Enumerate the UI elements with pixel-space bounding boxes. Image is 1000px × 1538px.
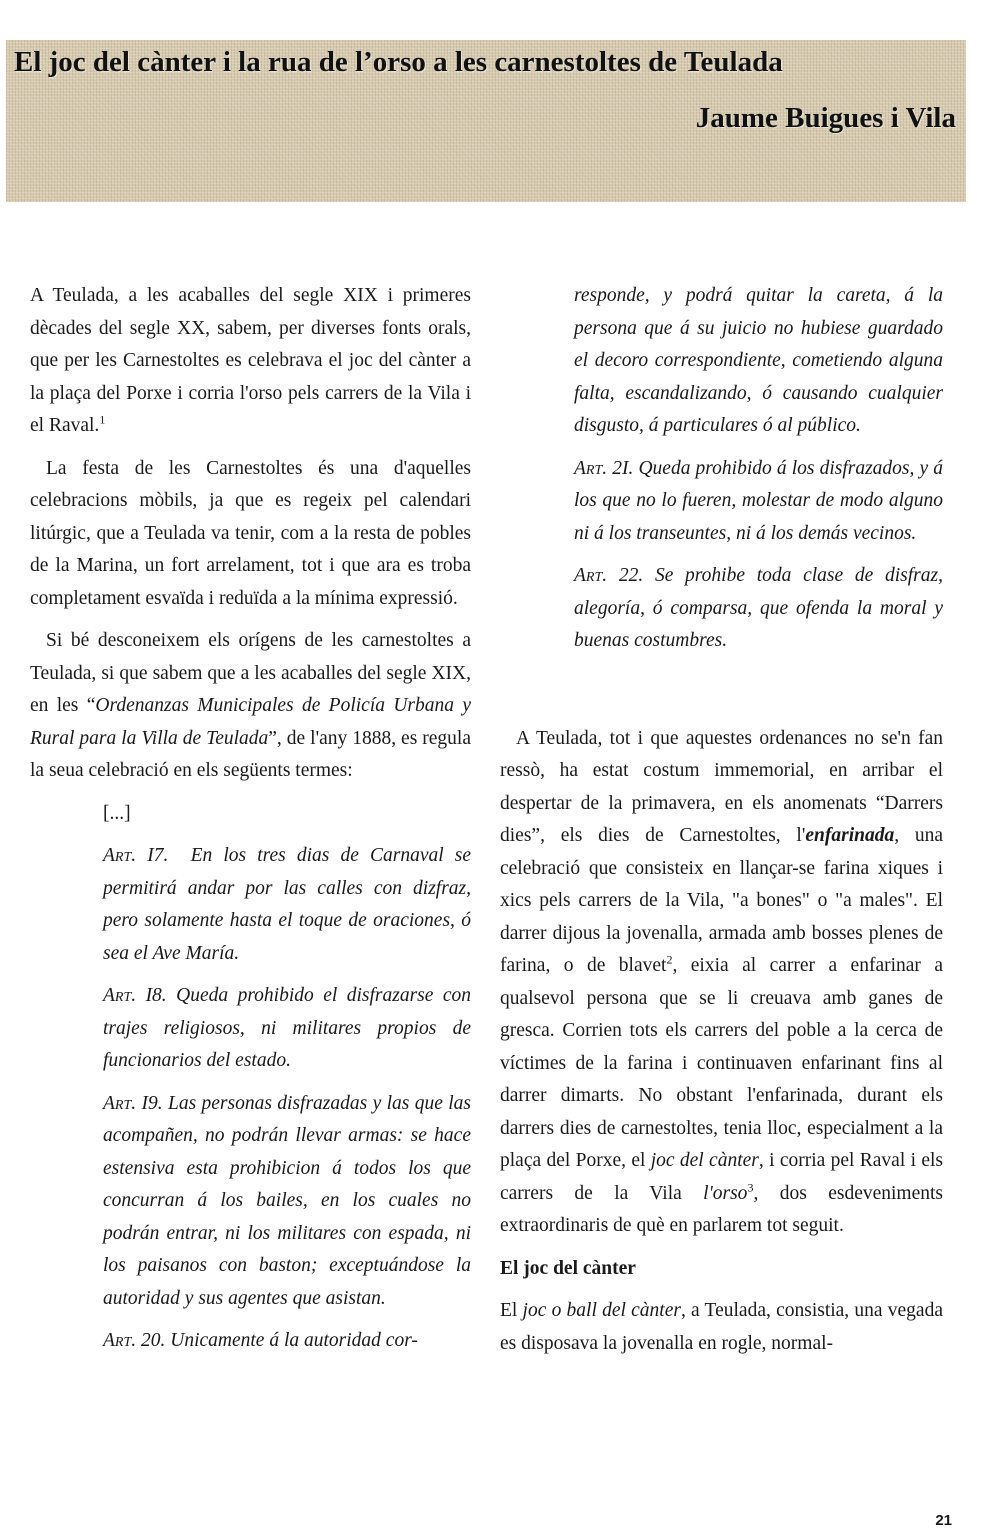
quote-article-continued: responde, y podrá quitar la careta, á la persona que á su juicio no hubiese guardado el decoro correspondiente, cometiendo alguna falta, escandalizando, ó causando cualquier disgusto, á particulares ó al público. bbox=[574, 285, 943, 436]
quote-ellipsis: [...] bbox=[103, 802, 131, 824]
right-column bbox=[500, 280, 943, 1370]
page-number: 21 bbox=[935, 1512, 952, 1529]
quote-article: Art. I9. Las personas disfrazadas y las que las acompañen, no podrán llevar armas: se hace estensiva esta prohibicion á todos los que concurran á los bailes, en los cuales no podrán entrar, ni los militares con espada, ni los paisanos con baston; exceptuándose la autoridad y sus agentes que asistan. bbox=[103, 1092, 471, 1309]
paragraph: Si bé desconeixem els orígens de les carnestoltes a Teulada, si que sabem que a les acaballes del segle XIX, en les “Ordenanzas Municipales de Policía Urbana y Rural para la Villa de Teulada”, de l'any 1888, es regula la seua celebració en els següents termes: bbox=[30, 630, 471, 781]
quote-article: Art. 2I. Queda prohibido á los disfrazados, y á los que no lo fueren, molestar de modo alguno ni á los transeuntes, ni á los demás vecinos. bbox=[574, 457, 944, 544]
article-label: Art. I8. bbox=[103, 985, 167, 1006]
footnote-ref: 3 bbox=[747, 1180, 754, 1194]
article-label: Art. I9. bbox=[103, 1092, 163, 1114]
right-body bbox=[500, 723, 943, 1361]
quote-article: Art. I8. Queda prohibido el disfrazarse con trajes religiosos, ni militares propios de funcionarios del estado. bbox=[103, 985, 472, 1071]
article-label: Art. 22. bbox=[574, 565, 644, 586]
quote-article: Art. I7. En los tres dias de Carnaval se permitirá andar por las calles con dizfraz, pero solamente hasta el toque de oraciones, ó sea el Ave María. bbox=[103, 845, 471, 964]
article-label: Art. I7. bbox=[103, 845, 169, 866]
quote-article: Art. 22. Se prohibe toda clase de disfraz, alegoría, ó comparsa, que ofenda la moral y buenas costumbres. bbox=[574, 565, 943, 651]
title-banner bbox=[6, 40, 966, 202]
paragraph: A Teulada, a les acaballes del segle XIX i primeres dècades del segle XX, sabem, per diverses fonts orals, que per les Carnestoltes es celebrava el joc del cànter a la plaça del Porxe i corria l'orso pels carrers de la Vila i el Raval.$^1$ bbox=[30, 285, 471, 436]
article-label: Art. 2I. bbox=[574, 457, 634, 479]
footnote-ref: 2 bbox=[666, 952, 673, 967]
paragraph: A Teulada, tot i que aquestes ordenances no se'n fan ressò, ha estat costum immemorial, en arribar el despertar de la primavera, en els anomenats “Darrers dies”, els dies de Carnestoltes, l'enfarinada, una celebració que consisteix en llançar-se farina xiques i xics pels carrers de la Vila, "a bones" o "a males". El darrer dijous la jovenalla, armada amb bosses plenes de farina, o de blavet$^2$, eixia al carrer a enfarinar a qualsevol persona que se li creuava amb ganes de gresca. Corrien tots els carrers del poble a la cerca de víctimes de la farina i continuaven enfarinant fins al darrer dimarts. No obstant l'enfarinada, durant els darrers dies de carnestoltes, tenia lloc, especialment a la plaça del Porxe, el joc del cànter, i corria pel Raval i els carrers de la Vila l'orso$^3$, dos esdeveniments extraordinaris de què en parlarem tot seguit. bbox=[500, 727, 944, 1236]
footnote-ref: 1 bbox=[99, 412, 106, 427]
quote-article: Art. 20. Unicamente á la autoridad cor- bbox=[103, 1330, 418, 1351]
left-column bbox=[30, 280, 471, 1368]
article-label: Art. 20. bbox=[103, 1330, 166, 1351]
article-title: El joc del cànter i la rua de l’orso a les carnestoltes de Teulada bbox=[14, 46, 783, 78]
section-heading: El joc del cànter bbox=[500, 1257, 636, 1279]
article-author: Jaume Buigues i Vila bbox=[695, 102, 956, 134]
paragraph: El joc o ball del cànter, a Teulada, consistia, una vegada es disposava la jovenalla en rogle, normal- bbox=[500, 1300, 943, 1354]
paragraph: La festa de les Carnestoltes és una d'aquelles celebracions mòbils, ja que es regeix pel calendari litúrgic, que a Teulada va tenir, com a la resta de pobles de la Marina, un fort arrelament, tot i que ara es troba completament esvaïda i reduïda a la mínima expressió. bbox=[30, 457, 471, 609]
